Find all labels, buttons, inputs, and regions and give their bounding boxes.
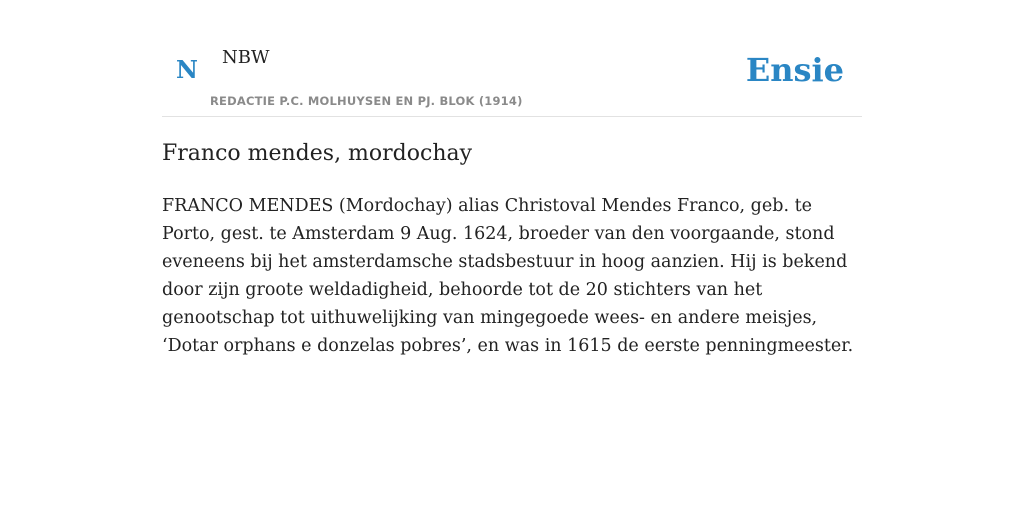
- source-logo[interactable]: N: [176, 55, 198, 84]
- brand-logo[interactable]: Ensie: [745, 51, 844, 89]
- source-subtitle: REDACTIE P.C. MOLHUYSEN EN PJ. BLOK (1914): [210, 94, 523, 108]
- entry-title: Franco mendes, mordochay: [162, 141, 473, 166]
- entry-body: FRANCO MENDES (Mordochay) alias Christoval Mendes Franco, geb. te Porto, gest. te Amsterdam 9 Aug. 1624, broeder van den voorgaande, stond eveneens bij het amsterdamsche stadsbestuur in hoog aanzien. Hij is bekend door zijn groote weldadigheid, behoorde tot de 20 stichters van het genootschap tot uithuwelijking van mingegoede wees- en andere meisjes, ‘Dotar orphans e donzelas pobres’, en was in 1615 de eerste penningmeester.: [162, 196, 854, 356]
- source-name: NBW: [222, 47, 270, 68]
- header: [162, 36, 862, 117]
